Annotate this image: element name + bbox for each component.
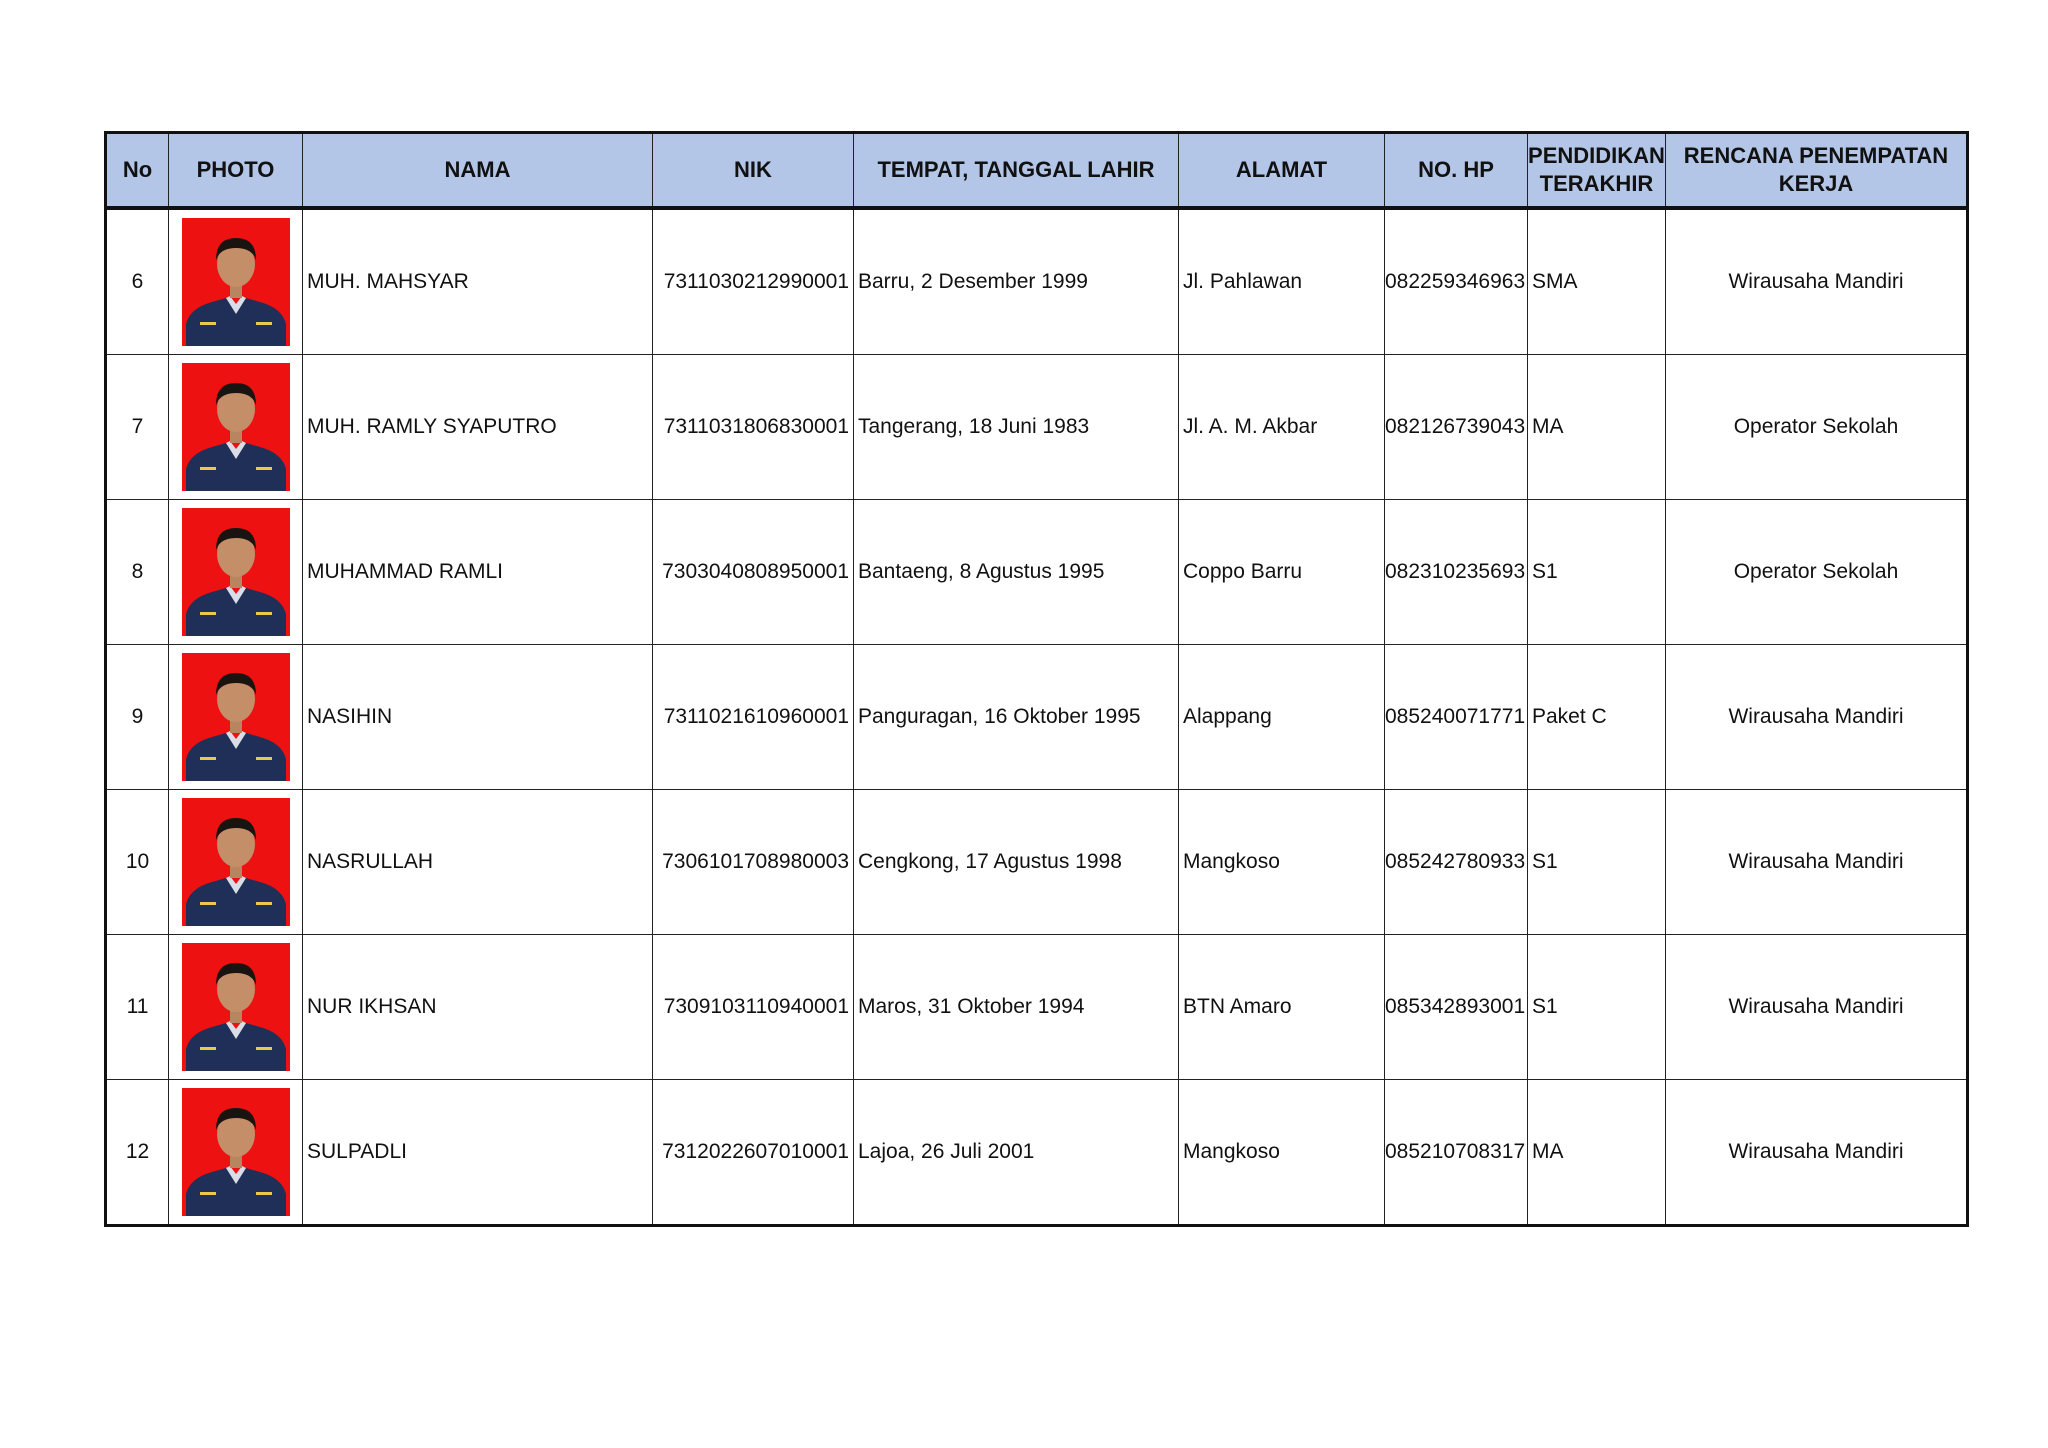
employee-table xyxy=(104,131,1969,1227)
header-rencana: RENCANA PENEMPATAN KERJA xyxy=(1666,133,1968,209)
cell-nik: 7303040808950001 xyxy=(653,500,854,645)
cell-ttl: Tangerang, 18 Juni 1983 xyxy=(854,355,1179,500)
cell-nama: SULPADLI xyxy=(303,1080,653,1226)
cell-photo xyxy=(169,790,303,935)
person-photo-icon xyxy=(182,653,290,781)
cell-photo xyxy=(169,500,303,645)
cell-nik: 7306101708980003 xyxy=(653,790,854,935)
cell-ttl: Maros, 31 Oktober 1994 xyxy=(854,935,1179,1080)
cell-alamat: Alappang xyxy=(1179,645,1385,790)
table-row xyxy=(106,645,1968,790)
cell-no: 9 xyxy=(106,645,169,790)
cell-photo xyxy=(169,1080,303,1226)
header-photo: PHOTO xyxy=(169,133,303,209)
cell-alamat: Mangkoso xyxy=(1179,1080,1385,1226)
cell-nik: 7312022607010001 xyxy=(653,1080,854,1226)
header-row xyxy=(106,133,1968,209)
cell-nama: MUH. RAMLY SYAPUTRO xyxy=(303,355,653,500)
cell-photo xyxy=(169,645,303,790)
cell-nik: 7311031806830001 xyxy=(653,355,854,500)
cell-hp: 082126739043 xyxy=(1385,355,1528,500)
cell-nama: NASRULLAH xyxy=(303,790,653,935)
cell-pendidikan: MA xyxy=(1528,355,1666,500)
person-photo-icon xyxy=(182,798,290,926)
cell-hp: 085210708317 xyxy=(1385,1080,1528,1226)
cell-no: 8 xyxy=(106,500,169,645)
cell-no: 12 xyxy=(106,1080,169,1226)
cell-no: 11 xyxy=(106,935,169,1080)
cell-rencana: Operator Sekolah xyxy=(1666,500,1968,645)
table-header xyxy=(106,133,1968,209)
cell-ttl: Cengkong, 17 Agustus 1998 xyxy=(854,790,1179,935)
cell-hp: 085242780933 xyxy=(1385,790,1528,935)
cell-hp: 085342893001 xyxy=(1385,935,1528,1080)
table-row xyxy=(106,1080,1968,1226)
cell-pendidikan: S1 xyxy=(1528,935,1666,1080)
cell-hp: 082310235693 xyxy=(1385,500,1528,645)
cell-alamat: BTN Amaro xyxy=(1179,935,1385,1080)
cell-ttl: Barru, 2 Desember 1999 xyxy=(854,208,1179,355)
cell-pendidikan: S1 xyxy=(1528,500,1666,645)
cell-pendidikan: S1 xyxy=(1528,790,1666,935)
header-pendidikan: PENDIDIKAN TERAKHIR xyxy=(1528,133,1666,209)
cell-hp: 082259346963 xyxy=(1385,208,1528,355)
table-row xyxy=(106,935,1968,1080)
cell-nik: 7311030212990001 xyxy=(653,208,854,355)
cell-alamat: Jl. Pahlawan xyxy=(1179,208,1385,355)
cell-hp: 085240071771 xyxy=(1385,645,1528,790)
cell-nik: 7309103110940001 xyxy=(653,935,854,1080)
cell-rencana: Wirausaha Mandiri xyxy=(1666,935,1968,1080)
cell-nama: MUH. MAHSYAR xyxy=(303,208,653,355)
person-photo-icon xyxy=(182,218,290,346)
cell-no: 7 xyxy=(106,355,169,500)
cell-ttl: Panguragan, 16 Oktober 1995 xyxy=(854,645,1179,790)
cell-rencana: Wirausaha Mandiri xyxy=(1666,208,1968,355)
cell-nama: MUHAMMAD RAMLI xyxy=(303,500,653,645)
cell-no: 6 xyxy=(106,208,169,355)
cell-pendidikan: Paket C xyxy=(1528,645,1666,790)
header-nama: NAMA xyxy=(303,133,653,209)
cell-photo xyxy=(169,355,303,500)
cell-rencana: Wirausaha Mandiri xyxy=(1666,1080,1968,1226)
header-hp: NO. HP xyxy=(1385,133,1528,209)
header-ttl: TEMPAT, TANGGAL LAHIR xyxy=(854,133,1179,209)
person-photo-icon xyxy=(182,508,290,636)
header-no: No xyxy=(106,133,169,209)
table-body xyxy=(106,208,1968,1226)
cell-rencana: Wirausaha Mandiri xyxy=(1666,790,1968,935)
cell-rencana: Wirausaha Mandiri xyxy=(1666,645,1968,790)
cell-ttl: Bantaeng, 8 Agustus 1995 xyxy=(854,500,1179,645)
cell-nama: NASIHIN xyxy=(303,645,653,790)
cell-nik: 7311021610960001 xyxy=(653,645,854,790)
header-alamat: ALAMAT xyxy=(1179,133,1385,209)
cell-alamat: Coppo Barru xyxy=(1179,500,1385,645)
table-row xyxy=(106,790,1968,935)
cell-rencana: Operator Sekolah xyxy=(1666,355,1968,500)
person-photo-icon xyxy=(182,1088,290,1216)
table-row xyxy=(106,500,1968,645)
table-row xyxy=(106,355,1968,500)
cell-alamat: Mangkoso xyxy=(1179,790,1385,935)
cell-photo xyxy=(169,935,303,1080)
cell-pendidikan: MA xyxy=(1528,1080,1666,1226)
person-photo-icon xyxy=(182,943,290,1071)
person-photo-icon xyxy=(182,363,290,491)
cell-photo xyxy=(169,208,303,355)
cell-alamat: Jl. A. M. Akbar xyxy=(1179,355,1385,500)
table-row xyxy=(106,208,1968,355)
cell-no: 10 xyxy=(106,790,169,935)
cell-ttl: Lajoa, 26 Juli 2001 xyxy=(854,1080,1179,1226)
cell-pendidikan: SMA xyxy=(1528,208,1666,355)
cell-nama: NUR IKHSAN xyxy=(303,935,653,1080)
header-nik: NIK xyxy=(653,133,854,209)
